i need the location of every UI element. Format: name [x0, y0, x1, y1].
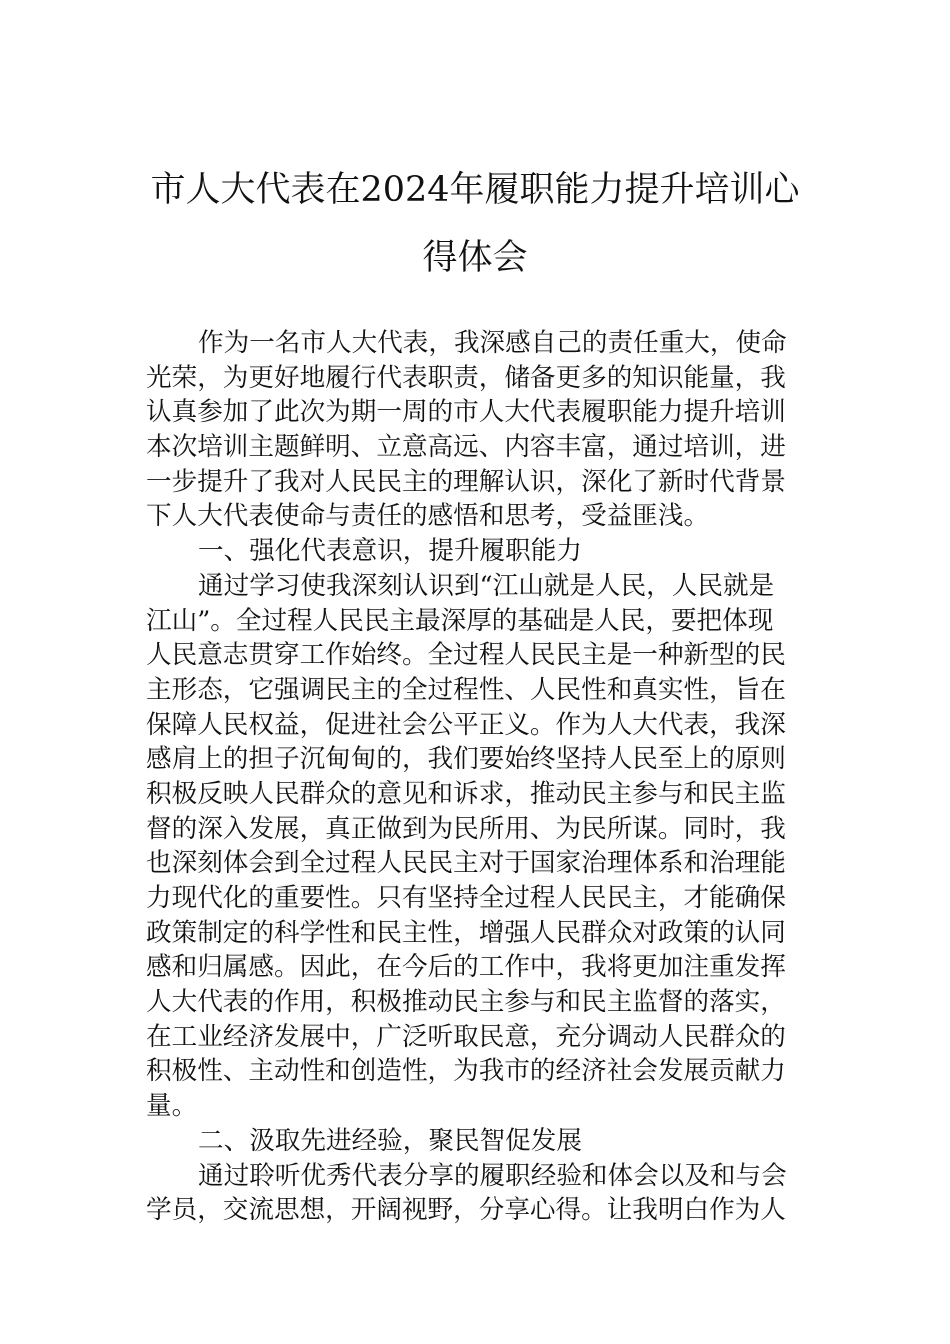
- paragraph-line: 政策制定的科学性和民主性，增强人民群众对政策的认同: [146, 917, 786, 948]
- paragraph-line: 感和归属感。因此，在今后的工作中，我将更加注重发挥: [146, 952, 786, 983]
- section-heading: 二、汲取先进经验，聚民智促发展: [198, 1125, 582, 1156]
- section-heading: 一、强化代表意识，提升履职能力: [198, 536, 582, 567]
- paragraph-line: 本次培训主题鲜明、立意高远、内容丰富，通过培训，进: [146, 432, 786, 463]
- paragraph-line: 江山”。全过程人民民主最深厚的基础是人民，要把体现: [146, 605, 774, 636]
- paragraph-line: 光荣，为更好地履行代表职责，储备更多的知识能量，我: [146, 362, 786, 393]
- paragraph-line: 下人大代表使命与责任的感悟和思考，受益匪浅。: [146, 501, 710, 532]
- paragraph-line: 积极性、主动性和创造性，为我市的经济社会发展贡献力: [146, 1056, 786, 1087]
- paragraph-line: 通过学习使我深刻认识到“江山就是人民，人民就是: [198, 570, 775, 601]
- paragraph-line: 通过聆听优秀代表分享的履职经验和体会以及和与会: [198, 1160, 787, 1191]
- paragraph-line: 学员，交流思想，开阔视野，分享心得。让我明白作为人: [146, 1195, 786, 1226]
- paragraph-line: 一步提升了我对人民民主的理解认识，深化了新时代背景: [146, 466, 786, 497]
- paragraph-line: 也深刻体会到全过程人民民主对于国家治理体系和治理能: [146, 848, 786, 879]
- document-body: [146, 326, 810, 1228]
- document-title-line-1: 市人大代表在2024年履职能力提升培训心: [150, 170, 800, 210]
- paragraph-line: 量。: [146, 1091, 198, 1122]
- paragraph-line: 人民意志贯穿工作始终。全过程人民民主是一种新型的民: [146, 640, 786, 671]
- paragraph-line: 认真参加了此次为期一周的市人大代表履职能力提升培训: [146, 397, 786, 428]
- paragraph-line: 积极反映人民群众的意见和诉求，推动民主参与和民主监: [146, 778, 786, 809]
- document-title-line-2: 得体会: [422, 238, 528, 278]
- paragraph-line: 作为一名市人大代表，我深感自己的责任重大，使命: [198, 328, 787, 358]
- paragraph-line: 力现代化的重要性。只有坚持全过程人民民主，才能确保: [146, 883, 786, 913]
- paragraph-line: 主形态，它强调民主的全过程性、人民性和真实性，旨在: [146, 674, 786, 705]
- paragraph-line: 保障人民权益，促进社会公平正义。作为人大代表，我深: [146, 709, 786, 740]
- paragraph-line: 人大代表的作用，积极推动民主参与和民主监督的落实，: [146, 987, 786, 1018]
- paragraph-line: 感肩上的担子沉甸甸的，我们要始终坚持人民至上的原则: [146, 744, 786, 775]
- paragraph-line: 在工业经济发展中，广泛听取民意，充分调动人民群众的: [146, 1021, 786, 1052]
- paragraph-line: 督的深入发展，真正做到为民所用、为民所谋。同时，我: [146, 813, 786, 844]
